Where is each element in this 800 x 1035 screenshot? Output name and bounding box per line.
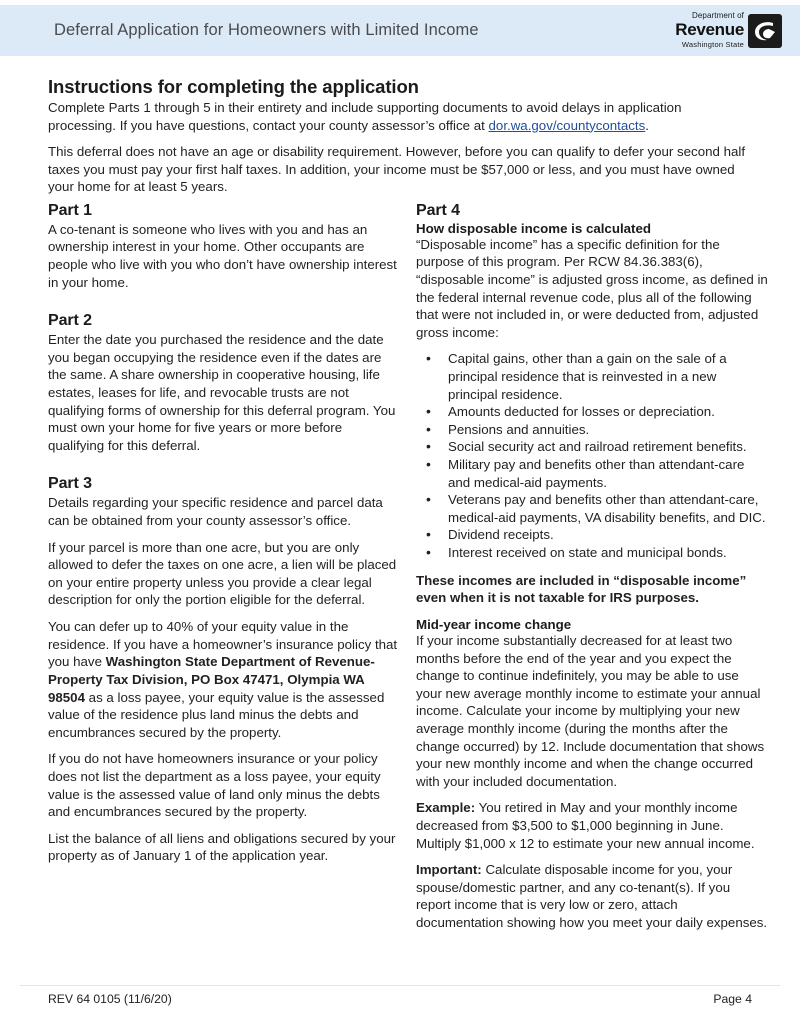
page-title: Deferral Application for Homeowners with Limited Income [54, 21, 479, 39]
page-number: Page 4 [713, 992, 752, 1006]
part-2-heading: Part 2 [48, 312, 92, 330]
list-item: • Dividend receipts. [416, 526, 768, 544]
instructions-p1-text-after-link: . [645, 117, 649, 133]
part-3-body-4: If you do not have homeowners insurance or your policy does not list the department as a loss payee, your equity value is the assessed value of land only minus the debts and encumbrances secured by the property. [48, 751, 381, 820]
example-label: Example: [416, 800, 476, 816]
part-1-block [48, 202, 398, 291]
part-3-body-2: If your parcel is more than one acre, but you are only allowed to defer the taxes on one acre, a lien will be placed on your entire property unless you provide a clear legal description for only the portion eligible for the deferral. [48, 539, 397, 608]
part-3-body-3-text-2: as a loss payee, your equity value is the assessed value of the residence plus land minus the debts and encumbrances secured by the property. [48, 689, 385, 740]
midyear-income-body: If your income substantially decreased for at least two months before the end of the year and you expect the change to continue indefinitely, you may be able to use your new average monthly income to estimate your annual income. Calculate your income by multiplying your new average monthly income (during the months after the change occurred) by 12. Include documentation that shows your new monthly income and when the change occurred with your included documentation. [416, 632, 765, 789]
part-3-body-3-text-1: You can defer up to 40% of your equity value in the residence. If you have a homeowner’s insurance policy that you have [48, 619, 398, 670]
part-2-body: Enter the date you purchased the residence and the date you began occupying the residence even if the dates are the same. A share ownership in cooperative housing, life estates, leases for life, and revocable trusts are not qualifying forms of ownership for this deferral program. You must own your home for five years or more before qualifying for this deferral. [48, 332, 396, 453]
logo-text-block [675, 12, 744, 49]
part-3-body-3 [48, 618, 398, 741]
footer-divider [20, 985, 780, 986]
right-column [416, 202, 768, 932]
important-label: Important: [416, 862, 482, 878]
instructions-section [0, 56, 800, 196]
page-footer [0, 992, 800, 1006]
logo-revenue-label: Revenue [675, 20, 744, 40]
list-item: • Pensions and annuities. [416, 421, 768, 439]
part-3-body-1: Details regarding your specific residence and parcel data can be obtained from your county assessor’s office. [48, 495, 383, 529]
disposable-income-bullet-list [416, 350, 768, 561]
disposable-income-bold-note: These incomes are included in “disposable income” even when it is not taxable for IRS purposes. [416, 572, 747, 606]
logo-state-label: Washington State [681, 40, 744, 50]
part-3-heading: Part 3 [48, 475, 92, 493]
dor-logo [675, 12, 800, 49]
list-item: • Veterans pay and benefits other than attendant-care, medical-aid payments, VA disability benefits, and DIC. [416, 491, 768, 526]
logo-department-label: Department of [692, 11, 744, 21]
list-item: • Interest received on state and municipal bonds. [416, 544, 768, 562]
county-contacts-link[interactable]: dor.wa.gov/countycontacts [488, 117, 646, 133]
important-body: Calculate disposable income for you, your spouse/domestic partner, and any co-tenant(s). If you report income that is very low or zero, attach documentation showing how you meet your daily expenses. [416, 862, 768, 931]
example-paragraph [416, 799, 768, 852]
two-column-layout [0, 196, 800, 932]
part-3-block [48, 475, 398, 865]
left-column [48, 202, 398, 932]
list-item: • Social security act and railroad retirement benefits. [416, 438, 768, 456]
instructions-paragraph-1 [48, 99, 752, 134]
dor-mailing-address: Washington State Department of Revenue-Property Tax Division, PO Box 47471, Olympia WA 98504 [48, 654, 375, 705]
instructions-p1-text-before-link: Complete Parts 1 through 5 in their entirety and include supporting documents to avoid delays in application processing. If you have questions, contact your county assessor’s office at [48, 100, 682, 133]
important-paragraph [416, 861, 768, 931]
list-item: • Amounts deducted for losses or depreciation. [416, 403, 768, 421]
example-body: You retired in May and your monthly income decreased from $3,500 to $1,000 beginning in June. Multiply $1,000 x 12 to estimate your new annual income. [416, 800, 755, 851]
list-item: • Military pay and benefits other than attendant-care and medical-aid payments. [416, 456, 768, 491]
disposable-income-intro: “Disposable income” has a specific definition for the purpose of this program. Per RCW 84.36.383(6), “disposable income” is adjusted gross income, as defined in the federal internal revenue code, plus all of the following that were not included in, or were deducted from, adjusted gross income: [416, 236, 768, 340]
form-revision-id: REV 64 0105 (11/6/20) [48, 992, 172, 1006]
instructions-heading: Instructions for completing the application [48, 76, 419, 97]
page-header-band [0, 5, 800, 56]
part-1-body: A co-tenant is someone who lives with you and has an ownership interest in your home. Other occupants are people who live with you who don’t have ownership interest in your home. [48, 221, 397, 290]
instructions-paragraph-2: This deferral does not have an age or disability requirement. However, before you can qualify to defer your second half taxes you must pay your first half taxes. In addition, your income must be $57,000 or less, and you must have owned your home for at least 5 years. [48, 144, 746, 195]
part-1-heading: Part 1 [48, 201, 92, 219]
revenue-swoosh-icon [748, 14, 782, 48]
document-body [0, 56, 800, 932]
midyear-income-subheading: Mid-year income change [416, 616, 572, 632]
part-2-block [48, 312, 398, 454]
part-3-body-5: List the balance of all liens and obligations secured by your property as of January 1 of the application year. [48, 830, 396, 864]
part-4-heading: Part 4 [416, 201, 460, 219]
part-4-block [416, 202, 768, 932]
list-item: • Capital gains, other than a gain on the sale of a principal residence that is reinvested in a new principal residence. [416, 350, 768, 403]
disposable-income-subheading: How disposable income is calculated [416, 220, 651, 236]
